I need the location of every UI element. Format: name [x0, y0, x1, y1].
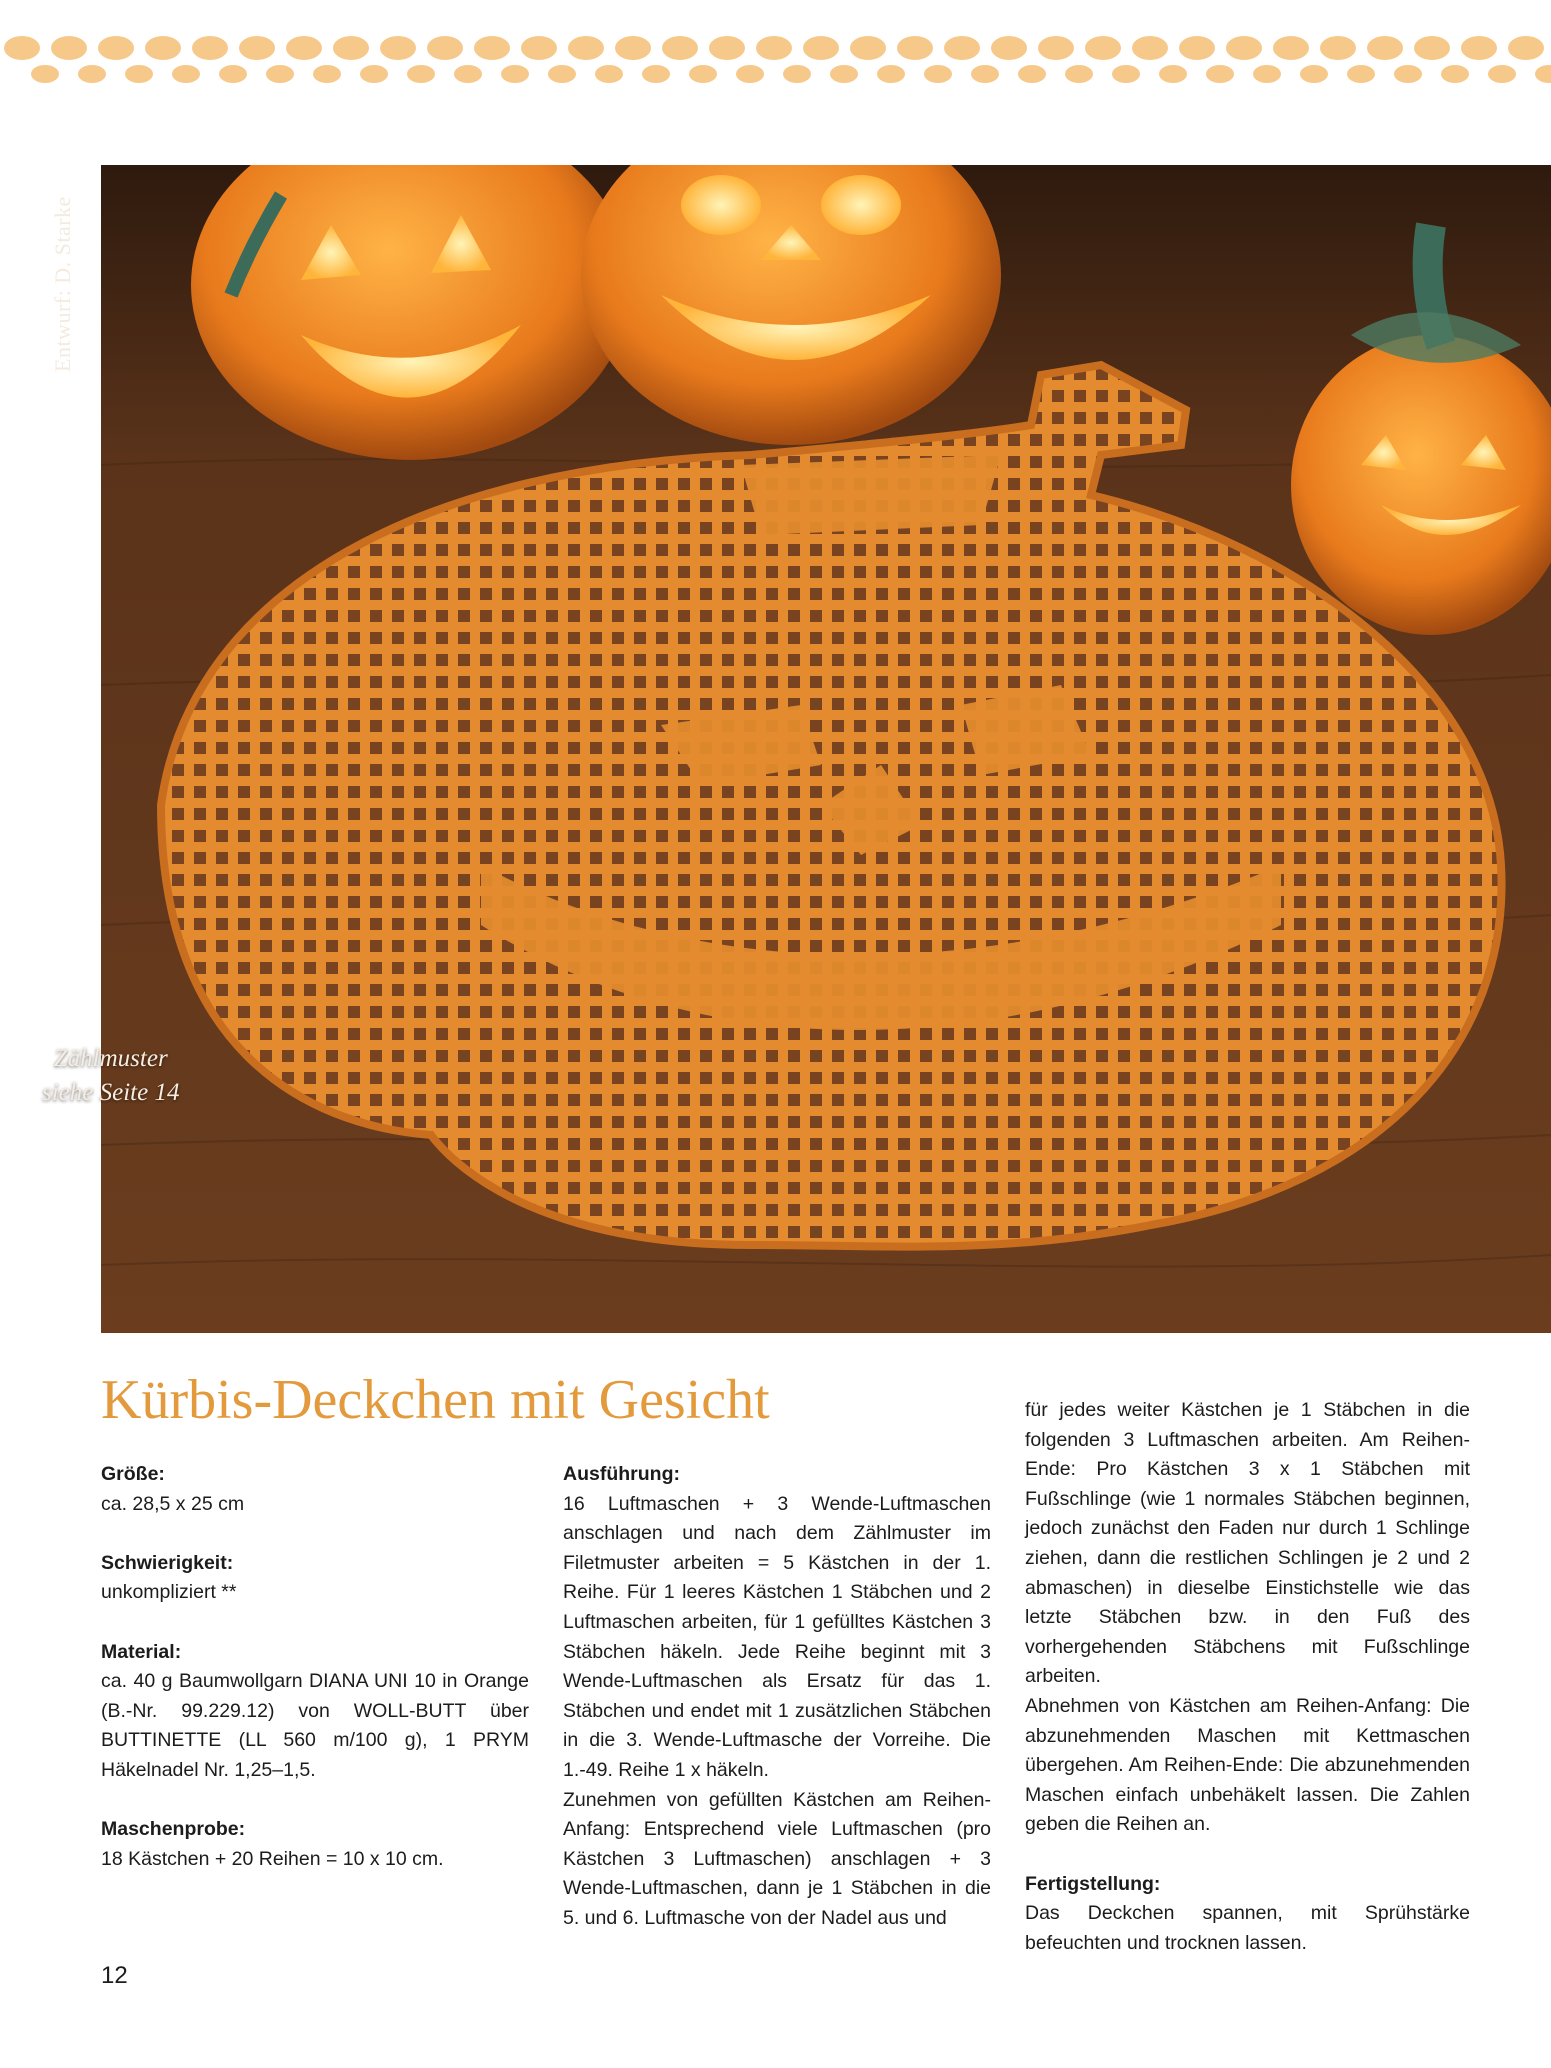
- decorative-dot: [1018, 65, 1046, 83]
- decorative-dot: [1179, 36, 1215, 60]
- decorative-dot: [1065, 65, 1093, 83]
- finishing-heading: Fertigstellung:: [1025, 1872, 1161, 1895]
- decorative-dot: [803, 36, 839, 60]
- material-heading: Material:: [101, 1640, 182, 1663]
- decorative-dot: [1206, 65, 1234, 83]
- decorative-dot: [1253, 65, 1281, 83]
- decorative-dot: [1112, 65, 1140, 83]
- difficulty-text: unkompliziert **: [101, 1581, 237, 1604]
- column-3: [1025, 1396, 1470, 1958]
- decorative-dot: [286, 36, 322, 60]
- instructions-decrease-text: Abnehmen von Kästchen am Reihen-Anfang: Die abzunehmenden Maschen mit Kettmaschen übergehen. Am Reihen-Ende: Die abzunehmenden Maschen einfach unbehäkelt lassen. Die Zahlen geben die Reihen an.: [1025, 1694, 1470, 1836]
- decorative-dots-band: [0, 36, 1551, 86]
- decorative-dot: [98, 36, 134, 60]
- decorative-dot: [1414, 36, 1450, 60]
- decorative-dot: [662, 36, 698, 60]
- decorative-dot: [172, 65, 200, 83]
- decorative-dot: [1441, 65, 1469, 83]
- decorative-dot: [924, 65, 952, 83]
- section-gauge: [101, 1815, 529, 1874]
- material-text: ca. 40 g Baumwollgarn DIANA UNI 10 in Orange (B.-Nr. 99.229.12) von WOLL-BUTT über BUTTINETTE (LL 560 m/100 g), 1 PRYM Häkelnadel Nr. 1,25–1,5.: [101, 1670, 529, 1781]
- decorative-dot: [266, 65, 294, 83]
- decorative-dot: [783, 65, 811, 83]
- decorative-dot: [1367, 36, 1403, 60]
- decorative-dot: [1273, 36, 1309, 60]
- decorative-dot: [1085, 36, 1121, 60]
- decorative-dot: [78, 65, 106, 83]
- decorative-dot: [897, 36, 933, 60]
- instructions-increase-text: Zunehmen von gefüllten Kästchen am Reihen-Anfang: Entsprechend viele Luftmaschen (pro Kästchen 3 Luftmaschen) anschlagen + 3 Wende-Luftmaschen, dann je 1 Stäbchen in die 5. und 6. Luftmasche von der Nadel aus und: [563, 1788, 991, 1929]
- decorative-dot: [501, 65, 529, 83]
- decorative-dot: [1535, 65, 1551, 83]
- callout-line-1: Zählmuster: [53, 1045, 168, 1072]
- decorative-dot: [125, 65, 153, 83]
- decorative-dot: [219, 65, 247, 83]
- decorative-dot: [1394, 65, 1422, 83]
- instructions-heading: Ausführung:: [563, 1463, 680, 1485]
- section-size: [101, 1460, 529, 1519]
- page-title: Kürbis-Deckchen mit Gesicht: [101, 1369, 770, 1431]
- decorative-dot: [971, 65, 999, 83]
- decorative-dot: [407, 65, 435, 83]
- decorative-dot: [595, 65, 623, 83]
- pumpkin-doily-photo: [101, 165, 1551, 1333]
- page-number: 12: [101, 1962, 128, 1989]
- section-material: [101, 1638, 529, 1786]
- decorative-dot: [1300, 65, 1328, 83]
- decorative-dot: [1508, 36, 1544, 60]
- decorative-dot: [736, 65, 764, 83]
- gauge-heading: Maschenprobe:: [101, 1818, 246, 1841]
- decorative-dot: [830, 65, 858, 83]
- decorative-dot: [1226, 36, 1262, 60]
- decorative-dot: [944, 36, 980, 60]
- decorative-dot: [548, 65, 576, 83]
- size-heading: Größe:: [101, 1463, 165, 1485]
- decorative-dot: [1159, 65, 1187, 83]
- decorative-dot: [568, 36, 604, 60]
- decorative-dot: [313, 65, 341, 83]
- decorative-dot: [1320, 36, 1356, 60]
- decorative-dot: [877, 65, 905, 83]
- decorative-dot: [4, 36, 40, 60]
- column-1: [101, 1460, 529, 1904]
- decorative-dot: [145, 36, 181, 60]
- decorative-dot: [521, 36, 557, 60]
- decorative-dot: [850, 36, 886, 60]
- decorative-dot: [51, 36, 87, 60]
- difficulty-heading: Schwierigkeit:: [101, 1551, 234, 1574]
- column-2: [563, 1460, 991, 1934]
- decorative-dot: [1488, 65, 1516, 83]
- finishing-text: Das Deckchen spannen, mit Sprühstärke befeuchten und trocknen lassen.: [1025, 1902, 1470, 1954]
- decorative-dot: [31, 65, 59, 83]
- decorative-dot: [427, 36, 463, 60]
- decorative-dot: [192, 36, 228, 60]
- photo-credit: Entwurf: D. Starke: [50, 196, 75, 372]
- decorative-dot: [689, 65, 717, 83]
- decorative-dot: [1461, 36, 1497, 60]
- decorative-dot: [1132, 36, 1168, 60]
- decorative-dot: [380, 36, 416, 60]
- instructions-continuation-text: für jedes weiter Kästchen je 1 Stäbchen in die folgenden 3 Luftmaschen arbeiten. Am Reihen-Ende: Pro Kästchen 3 x 1 Stäbchen mit Fußschlinge (wie 1 normales Stäbchen beginnen, jedoch zunächst den Faden nur durch 1 Schlinge ziehen, dann die restlichen Schlingen je 2 und 2 abmaschen) in dieselbe Einstichstelle wie das letzte Stäbchen bzw. in den Fuß des vorhergehenden Stäbchens mit Fußschlinge arbeiten.: [1025, 1399, 1470, 1688]
- decorative-dot: [454, 65, 482, 83]
- decorative-dot: [360, 65, 388, 83]
- decorative-dot: [615, 36, 651, 60]
- decorative-dot: [756, 36, 792, 60]
- callout-line-2: siehe Seite 14: [42, 1079, 180, 1106]
- decorative-dot: [1347, 65, 1375, 83]
- decorative-dot: [709, 36, 745, 60]
- size-text: ca. 28,5 x 25 cm: [101, 1492, 245, 1515]
- decorative-dot: [642, 65, 670, 83]
- chart-reference-callout: [42, 1042, 179, 1110]
- decorative-dot: [474, 36, 510, 60]
- section-difficulty: [101, 1549, 529, 1608]
- instructions-text: 16 Luftmaschen + 3 Wende-Luftmaschen anschlagen und nach dem Zählmuster im Filetmuster arbeiten = 5 Kästchen in der 1. Reihe. Für 1 leeres Kästchen 1 Stäbchen und 2 Luftmaschen arbeiten, für 1 gefülltes Kästchen 3 Stäbchen häkeln. Jede Reihe beginnt mit 3 Wende-Luftmaschen als Ersatz für das 1. Stäbchen und endet mit 1 zusätzlichen Stäbchen in die 3. Wende-Luftmasche der Vorreihe. Die 1.-49. Reihe 1 x häkeln.: [563, 1492, 991, 1781]
- gauge-text: 18 Kästchen + 20 Reihen = 10 x 10 cm.: [101, 1847, 444, 1870]
- decorative-dot: [239, 36, 275, 60]
- decorative-dot: [333, 36, 369, 60]
- decorative-dot: [1038, 36, 1074, 60]
- decorative-dot: [991, 36, 1027, 60]
